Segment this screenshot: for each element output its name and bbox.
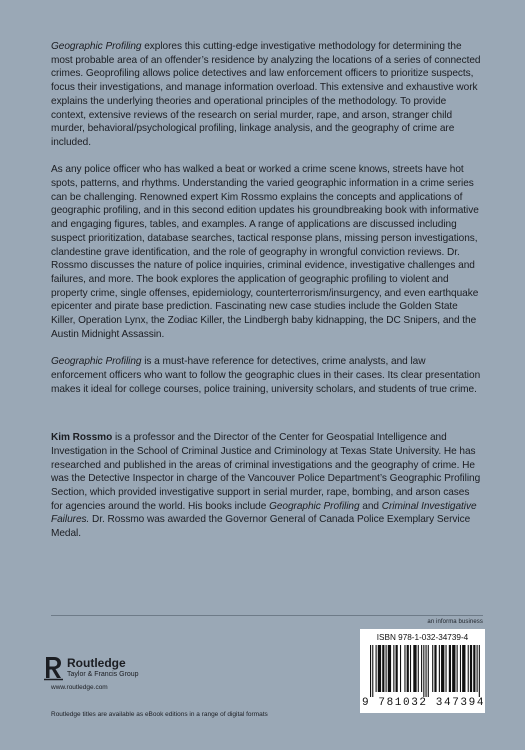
barcode-bar <box>400 645 401 692</box>
paragraph-overview-text: As any police officer who has walked a beat or worked a crime scene knows, streets have hot spots, patterns, and rhythms. Understanding the varied geographic information in a crime series can be challenging. Renowned expert Kim Rossmo explains the concepts and applications of geographic profiling, and in this second edition updates his groundbreaking book with informative and engaging figures, tables, and examples. A range of applications are discussed including suspect prioritization, database searches, tactical response plans, missing person investigations, clandestine grave identification, and the role of geography in wrongful conviction reviews. Dr. Rossmo discusses the nature of police inquiries, criminal evidence, investigative challenges and failures, and more. The book explores the application of geographic profiling to violent and property crime, single offenses, epidemiology, counterterrorism/insurgency, and even earthquake epicenter and pirate base prediction. Fascinating new case studies include the Golden State Killer, Operation Lynx, the Zodiac Killer, the Lindbergh baby kidnapping, the DC Snipers, and the Austin Midnight Assassin. <box>51 164 479 340</box>
author-book-title: Geographic Profiling <box>269 500 360 512</box>
routledge-logo-icon <box>44 655 64 681</box>
author-name: Kim Rossmo <box>51 432 113 444</box>
isbn-barcode <box>360 629 485 713</box>
barcode-bar <box>462 645 465 692</box>
paragraph-overview <box>51 163 483 341</box>
author-book-title: Criminal Investigative Failures. <box>51 500 477 526</box>
paragraph-audience <box>51 355 483 396</box>
barcode-bar <box>428 645 429 697</box>
barcode-bar <box>439 645 440 692</box>
author-bio-text: Dr. Rossmo was awarded the Governor General of Canada Police Exemplary Service Medal. <box>51 514 471 540</box>
isbn-digits: 9 781032 347394 <box>362 697 486 709</box>
barcode-bar <box>479 645 480 697</box>
author-bio-and: and <box>359 500 382 512</box>
author-bio <box>51 431 483 541</box>
barcode-bar <box>426 645 427 697</box>
barcode-bar <box>413 645 416 692</box>
barcode-bar <box>460 645 461 692</box>
barcode-bar <box>376 645 377 692</box>
barcode-bar <box>434 645 436 692</box>
book-title-italic: Geographic Profiling <box>51 41 142 52</box>
barcode-bar <box>432 645 433 692</box>
barcode-bar <box>388 645 391 692</box>
book-title-italic: Geographic Profiling <box>51 356 142 368</box>
barcode-bar <box>407 645 409 692</box>
ebook-note: Routledge titles are available as eBook editions in a range of digital formats <box>51 711 268 718</box>
footer-divider <box>51 615 483 616</box>
barcode-bar <box>421 645 422 692</box>
barcode-bar <box>393 645 394 692</box>
paragraph-intro <box>51 40 483 150</box>
barcode-bar <box>457 645 458 692</box>
paragraph-intro-text: explores this cutting-edge investigative methodology for determining the most probable area of an offender’s residence by analyzing the locations of a series of connected crimes. Geoprofiling allows police detectives and law enforcement officers to prioritize suspects, focus their investigations, and manage information overload. This extensive and exhaustive work explains the underlying theories and operational principles of the methodology. To provide context, extensive reviews of the research on serial murder, rape, and arson, stranger child murder, behavioral/psychological profiling, linkage analysis, and the geography of crime are included. <box>51 41 481 148</box>
publisher-website: www.routledge.com <box>51 684 108 691</box>
isbn-label: ISBN 978-1-032-34739-4 <box>376 633 469 642</box>
ean13-barcode-icon <box>370 645 481 697</box>
barcode-bar <box>378 645 381 692</box>
barcode-bar <box>396 645 398 692</box>
barcode-bar <box>449 645 451 692</box>
barcode-bar <box>452 645 455 692</box>
barcode-bar <box>418 645 419 692</box>
barcode-bar <box>445 645 446 692</box>
publisher-group: Taylor & Francis Group <box>67 671 139 678</box>
paragraph-audience-text: is a must-have reference for detectives, crime analysts, and law enforcement officers who want to follow the geographic clues in their cases. Its clear presentation makes it ideal for college courses, police training, university scholars, and students of true crime. <box>51 356 481 395</box>
barcode-bar <box>386 645 387 692</box>
barcode-bar <box>468 645 469 692</box>
barcode-bar <box>477 645 478 692</box>
barcode-bar <box>372 645 373 697</box>
barcode-bar <box>404 645 405 692</box>
barcode-bar <box>470 645 472 692</box>
barcode-bar <box>370 645 371 697</box>
author-bio-text: is a professor and the Director of the Center for Geospatial Intelligence and Investigation in the School of Criminal Justice and Criminology at Texas State University. He has researched and published in the areas of criminal investigations and the geography of crime. He was the Detective Inspector in charge of the Vancouver Police Department’s Geographic Profiling Section, which provided investigative support in serial murder, rape, bombing, and arson cases for agencies around the world. His books include <box>51 432 481 512</box>
barcode-bar <box>410 645 411 692</box>
informa-tagline: an informa business <box>427 619 483 625</box>
barcode-bar <box>441 645 444 692</box>
barcode-bar <box>382 645 384 692</box>
blurb-text <box>51 40 483 555</box>
publisher-name: Routledge <box>67 656 126 670</box>
barcode-bar <box>473 645 475 692</box>
barcode-bar <box>423 645 424 697</box>
